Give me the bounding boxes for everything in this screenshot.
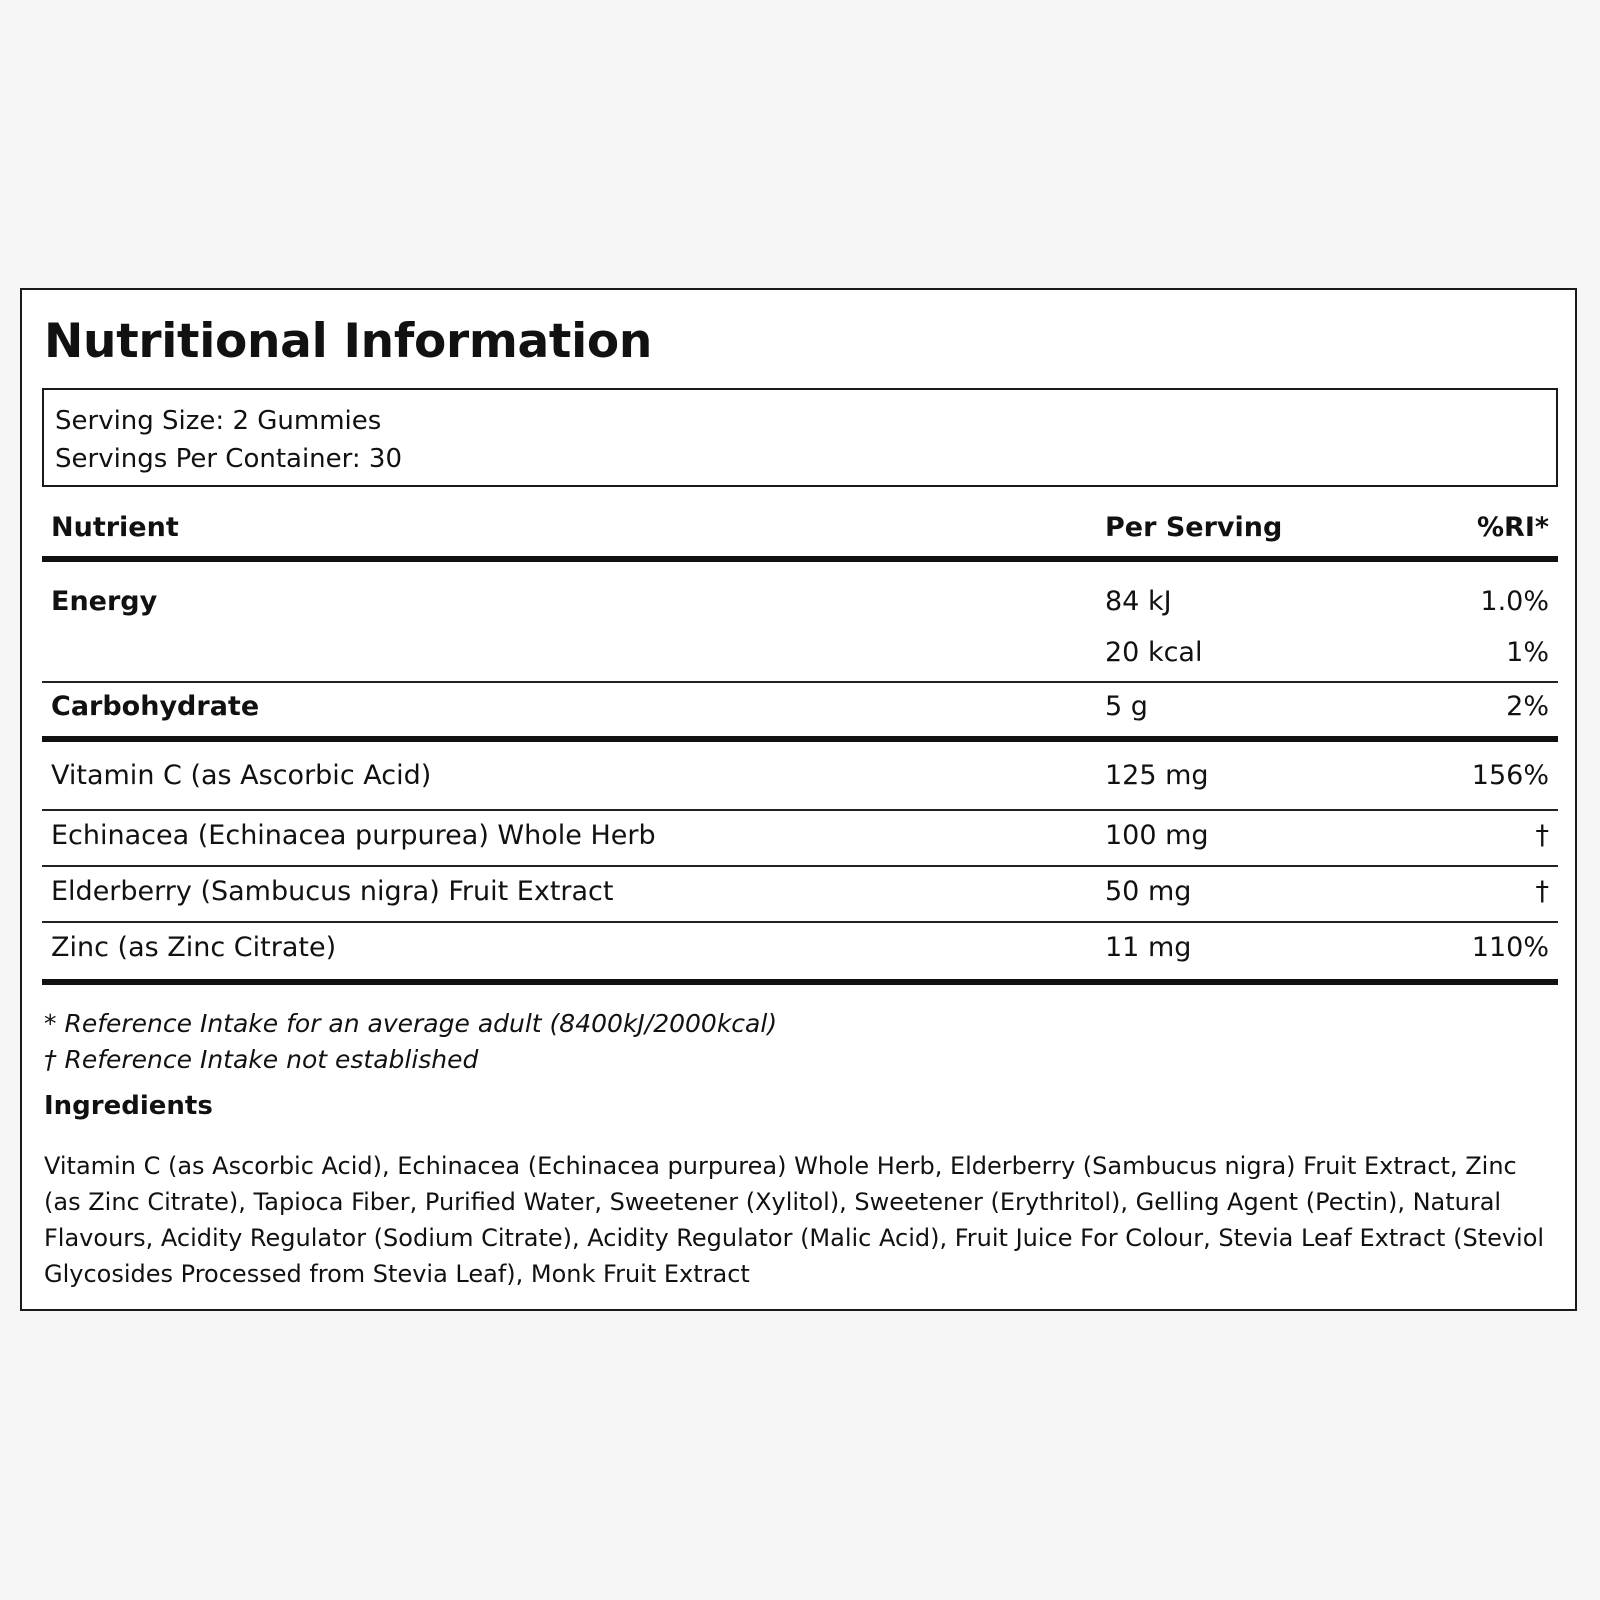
footnote-ri: * Reference Intake for an average adult (8400kJ/2000kcal) xyxy=(44,1009,778,1038)
nutrient-ri: 156% xyxy=(1471,760,1549,791)
nutrition-table xyxy=(42,500,1558,985)
nutrient-amount: 50 mg xyxy=(1105,876,1192,907)
energy-label: Energy xyxy=(51,586,158,617)
table-row xyxy=(42,742,1558,811)
header-nutrient: Nutrient xyxy=(51,512,179,543)
page-title: Nutritional Information xyxy=(44,314,653,369)
serving-info-box xyxy=(42,388,1558,487)
nutrition-panel xyxy=(20,288,1577,1311)
header-per-serving: Per Serving xyxy=(1105,512,1283,543)
table-row xyxy=(42,811,1558,867)
carbohydrate-ri: 2% xyxy=(1506,691,1549,722)
nutrient-name: Zinc (as Zinc Citrate) xyxy=(51,932,337,963)
footnotes xyxy=(44,1006,777,1078)
table-row xyxy=(42,923,1558,985)
nutrient-name: Echinacea (Echinacea purpurea) Whole Herb xyxy=(51,820,656,851)
nutrient-name: Vitamin C (as Ascorbic Acid) xyxy=(51,760,432,791)
ingredients-title: Ingredients xyxy=(44,1091,213,1121)
energy-kcal-ri: 1% xyxy=(1506,637,1549,668)
nutrient-amount: 100 mg xyxy=(1105,820,1209,851)
serving-size: Serving Size: 2 Gummies xyxy=(55,406,382,436)
footnote-dagger: † Reference Intake not established xyxy=(44,1045,479,1074)
table-row xyxy=(42,867,1558,923)
nutrient-amount: 11 mg xyxy=(1105,932,1192,963)
nutrient-ri: 110% xyxy=(1471,932,1549,963)
nutrient-name: Elderberry (Sambucus nigra) Fruit Extract xyxy=(51,876,614,907)
table-row-carbohydrate xyxy=(42,683,1558,742)
carbohydrate-value: 5 g xyxy=(1105,691,1148,722)
energy-kj-value: 84 kJ xyxy=(1105,586,1172,617)
table-row-energy-kj xyxy=(42,562,1558,629)
ingredients-text: Vitamin C (as Ascorbic Acid), Echinacea (Echinacea purpurea) Whole Herb, Elderberry (Sambucus nigra) Fruit Extract, Zinc (as Zinc Citrate), Tapioca Fiber, Purified Water, Sweetener (Xylitol), Sweetener (Erythritol), Gelling Agent (Pectin), Natural Flavours, Acidity Regulator (Sodium Citrate), Acidity Regulator (Malic Acid), Fruit Juice For Colour, Stevia Leaf Extract (Steviol Glycosides Processed from Stevia Leaf), Monk Fruit Extract xyxy=(44,1152,1545,1288)
nutrient-amount: 125 mg xyxy=(1105,760,1209,791)
carbohydrate-label: Carbohydrate xyxy=(51,691,260,722)
table-row-energy-kcal xyxy=(42,629,1558,683)
nutrient-ri: † xyxy=(1535,876,1549,907)
table-header xyxy=(42,500,1558,562)
nutrient-ri: † xyxy=(1535,820,1549,851)
header-ri: %RI* xyxy=(1476,512,1549,543)
servings-per-container: Servings Per Container: 30 xyxy=(55,444,403,474)
energy-kj-ri: 1.0% xyxy=(1480,586,1549,617)
energy-kcal-value: 20 kcal xyxy=(1105,637,1203,668)
